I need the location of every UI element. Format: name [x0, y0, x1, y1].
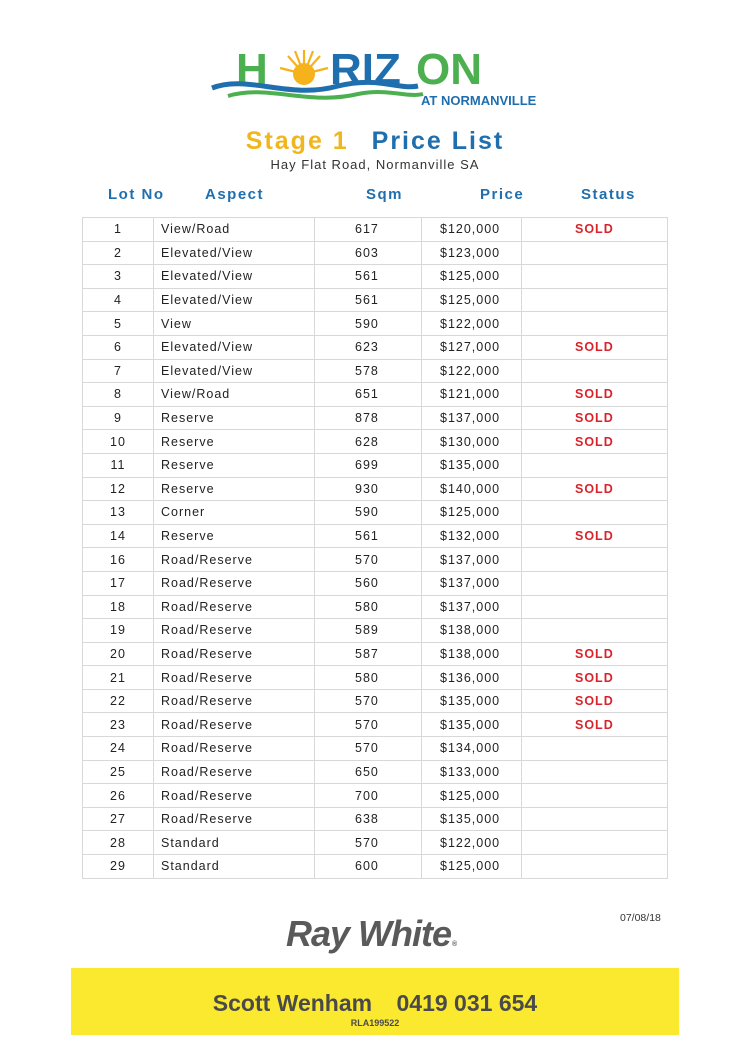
aspect: Elevated/View	[154, 265, 315, 289]
table-row	[83, 501, 668, 525]
price: $133,000	[422, 760, 522, 784]
price: $135,000	[422, 713, 522, 737]
table-row	[83, 312, 668, 336]
horizon-logo	[208, 40, 543, 112]
address: Hay Flat Road, Normanville SA	[270, 157, 480, 172]
lot-number: 4	[83, 288, 154, 312]
lot-number: 29	[83, 855, 154, 879]
table-row	[83, 571, 668, 595]
area-sqm: 570	[315, 831, 422, 855]
area-sqm: 570	[315, 713, 422, 737]
price: $132,000	[422, 524, 522, 548]
aspect: View	[154, 312, 315, 336]
lot-number: 7	[83, 359, 154, 383]
status	[522, 288, 668, 312]
status	[522, 784, 668, 808]
status: SOLD	[522, 383, 668, 407]
area-sqm: 587	[315, 642, 422, 666]
area-sqm: 561	[315, 524, 422, 548]
agent-footer	[71, 968, 679, 1035]
aspect: View/Road	[154, 218, 315, 242]
status: SOLD	[522, 218, 668, 242]
status	[522, 312, 668, 336]
area-sqm: 623	[315, 335, 422, 359]
status: SOLD	[522, 406, 668, 430]
area-sqm: 700	[315, 784, 422, 808]
status	[522, 855, 668, 879]
table-row	[83, 737, 668, 761]
page-title	[0, 127, 750, 156]
aspect: Road/Reserve	[154, 807, 315, 831]
status: SOLD	[522, 477, 668, 501]
svg-text:H: H	[236, 45, 268, 94]
price: $138,000	[422, 642, 522, 666]
price: $135,000	[422, 807, 522, 831]
area-sqm: 590	[315, 312, 422, 336]
stage-label: Stage 1	[245, 127, 349, 155]
status: SOLD	[522, 430, 668, 454]
aspect: Road/Reserve	[154, 571, 315, 595]
area-sqm: 578	[315, 359, 422, 383]
table-row	[83, 760, 668, 784]
area-sqm: 930	[315, 477, 422, 501]
lot-number: 2	[83, 241, 154, 265]
area-sqm: 651	[315, 383, 422, 407]
lot-number: 6	[83, 335, 154, 359]
lot-number: 28	[83, 831, 154, 855]
logo-subtitle: AT NORMANVILLE	[421, 93, 537, 108]
area-sqm: 570	[315, 737, 422, 761]
col-header-status: Status	[581, 186, 636, 203]
status	[522, 501, 668, 525]
lot-number: 1	[83, 218, 154, 242]
table-row	[83, 713, 668, 737]
table-row	[83, 406, 668, 430]
aspect: Road/Reserve	[154, 737, 315, 761]
aspect: Road/Reserve	[154, 619, 315, 643]
status	[522, 548, 668, 572]
price-table	[82, 217, 668, 879]
aspect: Road/Reserve	[154, 548, 315, 572]
aspect: Elevated/View	[154, 288, 315, 312]
lot-number: 21	[83, 666, 154, 690]
table-row	[83, 241, 668, 265]
price: $135,000	[422, 689, 522, 713]
status	[522, 619, 668, 643]
status	[522, 453, 668, 477]
price: $136,000	[422, 666, 522, 690]
table-row	[83, 383, 668, 407]
area-sqm: 603	[315, 241, 422, 265]
price: $125,000	[422, 855, 522, 879]
table-row	[83, 548, 668, 572]
aspect: Road/Reserve	[154, 666, 315, 690]
price: $122,000	[422, 831, 522, 855]
table-row	[83, 453, 668, 477]
table-row	[83, 831, 668, 855]
lot-number: 10	[83, 430, 154, 454]
area-sqm: 878	[315, 406, 422, 430]
table-row	[83, 619, 668, 643]
col-header-aspect: Aspect	[205, 186, 265, 203]
lot-number: 14	[83, 524, 154, 548]
table-row	[83, 689, 668, 713]
price: $140,000	[422, 477, 522, 501]
lot-number: 12	[83, 477, 154, 501]
lot-number: 23	[83, 713, 154, 737]
price: $138,000	[422, 619, 522, 643]
table-row	[83, 265, 668, 289]
license-number: RLA199522	[350, 1018, 400, 1028]
price: $122,000	[422, 312, 522, 336]
status: SOLD	[522, 689, 668, 713]
lot-number: 27	[83, 807, 154, 831]
status: SOLD	[522, 713, 668, 737]
area-sqm: 570	[315, 548, 422, 572]
table-row	[83, 642, 668, 666]
price: $130,000	[422, 430, 522, 454]
table-row	[83, 288, 668, 312]
status: SOLD	[522, 666, 668, 690]
aspect: Road/Reserve	[154, 713, 315, 737]
area-sqm: 589	[315, 619, 422, 643]
lot-number: 19	[83, 619, 154, 643]
table-row	[83, 807, 668, 831]
price: $122,000	[422, 359, 522, 383]
price: $121,000	[422, 383, 522, 407]
status	[522, 359, 668, 383]
area-sqm: 600	[315, 855, 422, 879]
status: SOLD	[522, 642, 668, 666]
price: $135,000	[422, 453, 522, 477]
area-sqm: 628	[315, 430, 422, 454]
table-row	[83, 855, 668, 879]
price: $134,000	[422, 737, 522, 761]
price: $137,000	[422, 595, 522, 619]
lot-number: 11	[83, 453, 154, 477]
price: $137,000	[422, 548, 522, 572]
price: $127,000	[422, 335, 522, 359]
aspect: Reserve	[154, 477, 315, 501]
agent-contact	[71, 990, 679, 1017]
status	[522, 737, 668, 761]
aspect: Reserve	[154, 430, 315, 454]
registered-mark: ®	[452, 941, 458, 948]
table-row	[83, 666, 668, 690]
aspect: View/Road	[154, 383, 315, 407]
status	[522, 807, 668, 831]
aspect: Standard	[154, 855, 315, 879]
brand-name: Ray White	[286, 913, 452, 954]
area-sqm: 650	[315, 760, 422, 784]
status: SOLD	[522, 524, 668, 548]
price: $125,000	[422, 288, 522, 312]
price: $120,000	[422, 218, 522, 242]
aspect: Road/Reserve	[154, 784, 315, 808]
agent-name: Scott Wenham	[212, 990, 373, 1016]
svg-text:ON: ON	[416, 45, 482, 94]
price: $125,000	[422, 501, 522, 525]
aspect: Reserve	[154, 524, 315, 548]
status	[522, 760, 668, 784]
col-header-lot: Lot No	[108, 186, 165, 203]
col-header-sqm: Sqm	[366, 186, 404, 203]
aspect: Road/Reserve	[154, 689, 315, 713]
area-sqm: 590	[315, 501, 422, 525]
status	[522, 265, 668, 289]
agent-phone[interactable]: 0419 031 654	[396, 990, 538, 1016]
area-sqm: 560	[315, 571, 422, 595]
price: $123,000	[422, 241, 522, 265]
date: 07/08/18	[620, 912, 661, 924]
aspect: Reserve	[154, 406, 315, 430]
ray-white-logo	[286, 913, 457, 955]
price: $137,000	[422, 406, 522, 430]
area-sqm: 580	[315, 595, 422, 619]
lot-number: 16	[83, 548, 154, 572]
price: $125,000	[422, 265, 522, 289]
status	[522, 241, 668, 265]
table-row	[83, 784, 668, 808]
table-row	[83, 430, 668, 454]
lot-number: 3	[83, 265, 154, 289]
status: SOLD	[522, 335, 668, 359]
lot-number: 24	[83, 737, 154, 761]
area-sqm: 699	[315, 453, 422, 477]
lot-number: 18	[83, 595, 154, 619]
aspect: Elevated/View	[154, 241, 315, 265]
lot-number: 8	[83, 383, 154, 407]
status	[522, 595, 668, 619]
table-row	[83, 359, 668, 383]
area-sqm: 580	[315, 666, 422, 690]
aspect: Standard	[154, 831, 315, 855]
sun-icon	[280, 50, 328, 85]
lot-number: 5	[83, 312, 154, 336]
lot-number: 9	[83, 406, 154, 430]
table-row	[83, 477, 668, 501]
area-sqm: 638	[315, 807, 422, 831]
table-row	[83, 218, 668, 242]
lot-number: 25	[83, 760, 154, 784]
price-list-label: Price List	[371, 127, 505, 155]
lot-number: 17	[83, 571, 154, 595]
aspect: Elevated/View	[154, 335, 315, 359]
aspect: Reserve	[154, 453, 315, 477]
area-sqm: 570	[315, 689, 422, 713]
lot-number: 26	[83, 784, 154, 808]
status	[522, 571, 668, 595]
price: $125,000	[422, 784, 522, 808]
col-header-price: Price	[480, 186, 525, 203]
table-row	[83, 335, 668, 359]
status	[522, 831, 668, 855]
lot-number: 13	[83, 501, 154, 525]
area-sqm: 561	[315, 288, 422, 312]
price: $137,000	[422, 571, 522, 595]
table-row	[83, 595, 668, 619]
lot-number: 20	[83, 642, 154, 666]
area-sqm: 561	[315, 265, 422, 289]
aspect: Elevated/View	[154, 359, 315, 383]
aspect: Corner	[154, 501, 315, 525]
aspect: Road/Reserve	[154, 642, 315, 666]
lot-number: 22	[83, 689, 154, 713]
aspect: Road/Reserve	[154, 595, 315, 619]
table-row	[83, 524, 668, 548]
aspect: Road/Reserve	[154, 760, 315, 784]
svg-text:RIZ: RIZ	[330, 45, 401, 94]
area-sqm: 617	[315, 218, 422, 242]
